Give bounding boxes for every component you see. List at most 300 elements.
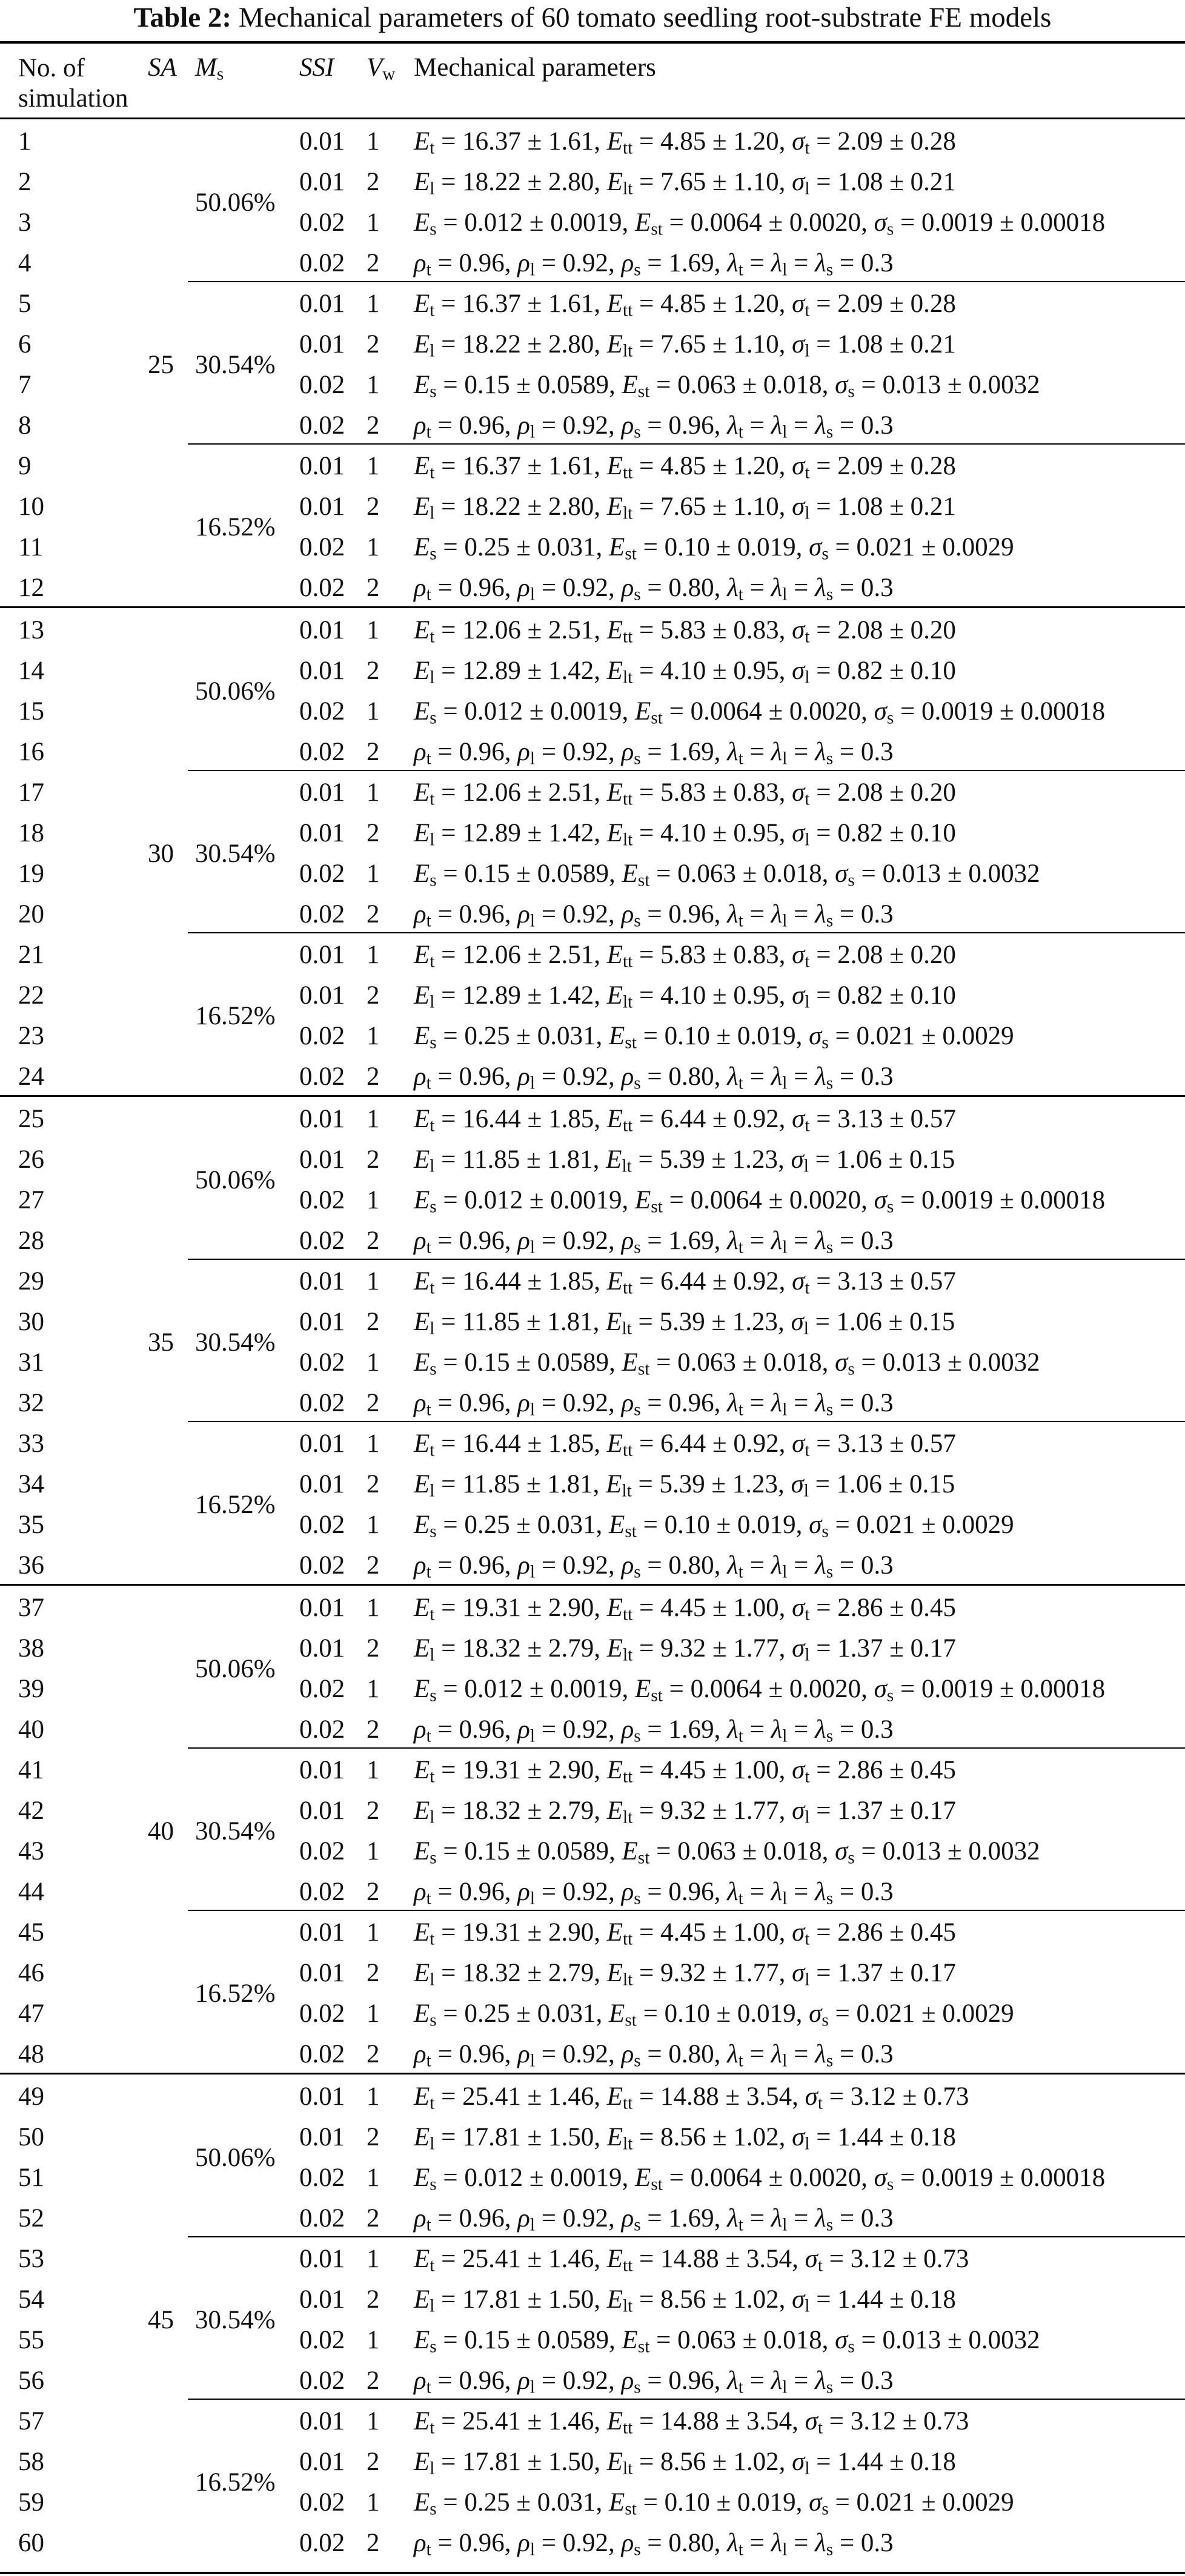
mechanical-parameters: $\rho_t = 0.96$, $\rho_l = 0.92$, $\rho_s = 0.96$, $\lambda_t = \lambda_l = \lambda_s = 0.3$ (414, 2366, 894, 2397)
block-rule (0, 1095, 1185, 1097)
header-ssi: SSI (299, 53, 334, 82)
table-row (0, 411, 1185, 452)
mechanical-parameters: $E_l = 18.32 \pm 2.79$, $E_{lt} = 9.32 \pm 1.77$, $\sigma_l = 1.37 \pm 0.17$ (414, 1796, 956, 1827)
simulation-number: 22 (18, 981, 44, 1010)
vw-value: 1 (367, 208, 380, 237)
mechanical-parameters: $E_l = 17.81 \pm 1.50$, $E_{lt} = 8.56 \pm 1.02$, $\sigma_l = 1.44 \pm 0.18$ (414, 2123, 956, 2154)
simulation-number: 32 (18, 1389, 44, 1417)
ssi-value: 0.01 (299, 981, 345, 1010)
simulation-number: 27 (18, 1186, 44, 1214)
ms-value: 30.54% (195, 1328, 276, 1357)
simulation-number: 39 (18, 1675, 44, 1703)
ssi-value: 0.02 (299, 2040, 345, 2068)
group-rule (188, 932, 1185, 933)
mechanical-parameters: $E_s = 0.012 \pm 0.0019$, $E_{st} = 0.0064 \pm 0.0020$, $\sigma_s = 0.0019 \pm 0.00018$ (414, 697, 1106, 728)
table-row (0, 290, 1185, 330)
ssi-value: 0.01 (299, 2285, 345, 2314)
bottom-rule (0, 2572, 1185, 2574)
vw-value: 2 (367, 1470, 380, 1498)
simulation-number: 43 (18, 1837, 44, 1866)
simulation-number: 21 (18, 941, 44, 969)
simulation-number: 60 (18, 2529, 44, 2557)
mechanical-parameters: $E_t = 19.31 \pm 2.90$, $E_{tt} = 4.45 \pm 1.00$, $\sigma_t = 2.86 \pm 0.45$ (414, 1756, 956, 1787)
ssi-value: 0.02 (299, 411, 345, 440)
mechanical-parameters: $E_s = 0.15 \pm 0.0589$, $E_{st} = 0.063 \pm 0.018$, $\sigma_s = 0.013 \pm 0.0032$ (414, 859, 1040, 890)
table-row (0, 1022, 1185, 1062)
ssi-value: 0.02 (299, 1837, 345, 1866)
vw-value: 2 (367, 1796, 380, 1825)
table-row (0, 2366, 1185, 2407)
table-row (0, 249, 1185, 290)
ssi-value: 0.01 (299, 1145, 345, 1174)
simulation-number: 3 (18, 208, 32, 237)
table-row (0, 1594, 1185, 1634)
table-row (0, 492, 1185, 533)
vw-value: 2 (367, 1145, 380, 1174)
vw-value: 1 (367, 1267, 380, 1296)
simulation-number: 57 (18, 2407, 44, 2435)
vw-value: 1 (367, 2407, 380, 2435)
group-rule (188, 1259, 1185, 1260)
vw-value: 1 (367, 1837, 380, 1866)
vw-value: 1 (367, 1918, 380, 1947)
ssi-value: 0.02 (299, 533, 345, 561)
ssi-value: 0.02 (299, 371, 345, 399)
vw-value: 2 (367, 411, 380, 440)
mechanical-parameters: $\rho_t = 0.96$, $\rho_l = 0.92$, $\rho_s = 0.96$, $\lambda_t = \lambda_l = \lambda_s = 0.3$ (414, 1878, 894, 1909)
table-row (0, 1389, 1185, 1429)
table-row (0, 2407, 1185, 2448)
mechanical-parameters: $E_t = 12.06 \pm 2.51$, $E_{tt} = 5.83 \pm 0.83$, $\sigma_t = 2.08 \pm 0.20$ (414, 616, 956, 647)
vw-value: 1 (367, 1186, 380, 1214)
ssi-value: 0.02 (299, 574, 345, 602)
ssi-value: 0.01 (299, 1105, 345, 1133)
mechanical-parameters: $E_l = 17.81 \pm 1.50$, $E_{lt} = 8.56 \pm 1.02$, $\sigma_l = 1.44 \pm 0.18$ (414, 2448, 956, 2478)
mechanical-parameters: $\rho_t = 0.96$, $\rho_l = 0.92$, $\rho_s = 0.96$, $\lambda_t = \lambda_l = \lambda_s = 0.3$ (414, 900, 894, 931)
group-rule (188, 770, 1185, 771)
simulation-number: 30 (18, 1308, 44, 1336)
ssi-value: 0.01 (299, 2123, 345, 2151)
ssi-value: 0.01 (299, 1634, 345, 1663)
ssi-value: 0.02 (299, 2488, 345, 2517)
ssi-value: 0.01 (299, 2082, 345, 2111)
ssi-value: 0.01 (299, 616, 345, 644)
vw-value: 1 (367, 1999, 380, 2028)
mechanical-parameters: $E_s = 0.012 \pm 0.0019$, $E_{st} = 0.0064 \pm 0.0020$, $\sigma_s = 0.0019 \pm 0.00018$ (414, 208, 1106, 239)
table-row (0, 1959, 1185, 1999)
sa-value: 35 (148, 1328, 174, 1357)
simulation-number: 59 (18, 2488, 44, 2517)
simulation-number: 31 (18, 1348, 44, 1377)
ms-value: 16.52% (195, 1490, 276, 1519)
ssi-value: 0.01 (299, 1918, 345, 1947)
mechanical-parameters: $E_t = 12.06 \pm 2.51$, $E_{tt} = 5.83 \pm 0.83$, $\sigma_t = 2.08 \pm 0.20$ (414, 941, 956, 972)
group-rule (188, 281, 1185, 282)
mechanical-parameters: $E_s = 0.15 \pm 0.0589$, $E_{st} = 0.063 \pm 0.018$, $\sigma_s = 0.013 \pm 0.0032$ (414, 1837, 1040, 1868)
mechanical-parameters: $E_l = 12.89 \pm 1.42$, $E_{lt} = 4.10 \pm 0.95$, $\sigma_l = 0.82 \pm 0.10$ (414, 657, 956, 687)
ssi-value: 0.01 (299, 1267, 345, 1296)
table-row (0, 1756, 1185, 1796)
ssi-value: 0.02 (299, 1999, 345, 2028)
vw-value: 2 (367, 2040, 380, 2068)
table-row (0, 168, 1185, 208)
ssi-value: 0.02 (299, 1389, 345, 1417)
ms-value: 30.54% (195, 839, 276, 868)
vw-value: 1 (367, 1105, 380, 1133)
mechanical-parameters: $E_s = 0.012 \pm 0.0019$, $E_{st} = 0.0064 \pm 0.0020$, $\sigma_s = 0.0019 \pm 0.00018$ (414, 2164, 1106, 2194)
simulation-number: 19 (18, 859, 44, 888)
ssi-value: 0.01 (299, 1959, 345, 1987)
mechanical-parameters: $\rho_t = 0.96$, $\rho_l = 0.92$, $\rho_s = 0.80$, $\lambda_t = \lambda_l = \lambda_s = 0.3$ (414, 574, 894, 604)
vw-value: 2 (367, 2123, 380, 2151)
ssi-value: 0.01 (299, 290, 345, 318)
ms-value: 50.06% (195, 2143, 276, 2172)
mechanical-parameters: $\rho_t = 0.96$, $\rho_l = 0.92$, $\rho_s = 1.69$, $\lambda_t = \lambda_l = \lambda_s = 0.3$ (414, 249, 894, 280)
simulation-number: 18 (18, 819, 44, 847)
vw-value: 1 (367, 2082, 380, 2111)
simulation-number: 2 (18, 168, 32, 196)
vw-value: 2 (367, 492, 380, 521)
table-title (0, 0, 1185, 35)
mechanical-parameters: $E_s = 0.15 \pm 0.0589$, $E_{st} = 0.063 \pm 0.018$, $\sigma_s = 0.013 \pm 0.0032$ (414, 371, 1040, 402)
simulation-number: 36 (18, 1551, 44, 1580)
ssi-value: 0.01 (299, 330, 345, 359)
ms-value: 16.52% (195, 512, 276, 541)
simulation-number: 28 (18, 1227, 44, 1255)
simulation-number: 33 (18, 1429, 44, 1458)
simulation-number: 56 (18, 2366, 44, 2395)
mechanical-parameters: $\rho_t = 0.96$, $\rho_l = 0.92$, $\rho_s = 1.69$, $\lambda_t = \lambda_l = \lambda_s = 0.3$ (414, 738, 894, 769)
mechanical-parameters: $E_t = 25.41 \pm 1.46$, $E_{tt} = 14.88 \pm 3.54$, $\sigma_t = 3.12 \pm 0.73$ (414, 2082, 969, 2113)
simulation-number: 38 (18, 1634, 44, 1663)
vw-value: 1 (367, 1756, 380, 1784)
mechanical-parameters: $E_l = 18.32 \pm 2.79$, $E_{lt} = 9.32 \pm 1.77$, $\sigma_l = 1.37 \pm 0.17$ (414, 1634, 956, 1665)
table-row (0, 616, 1185, 657)
table-row (0, 208, 1185, 249)
simulation-number: 20 (18, 900, 44, 929)
simulation-number: 53 (18, 2245, 44, 2273)
table-row (0, 1837, 1185, 1878)
table-row (0, 2082, 1185, 2123)
vw-value: 1 (367, 859, 380, 888)
ssi-value: 0.02 (299, 249, 345, 277)
mechanical-parameters: $\rho_t = 0.96$, $\rho_l = 0.92$, $\rho_s = 0.96$, $\lambda_t = \lambda_l = \lambda_s = 0.3$ (414, 411, 894, 442)
sa-value: 30 (148, 839, 174, 868)
vw-value: 1 (367, 2326, 380, 2354)
table-label: Table 2: (133, 2, 231, 33)
ssi-value: 0.01 (299, 452, 345, 480)
simulation-number: 7 (18, 371, 32, 399)
simulation-number: 50 (18, 2123, 44, 2151)
mechanical-parameters: $E_t = 16.37 \pm 1.61$, $E_{tt} = 4.85 \pm 1.20$, $\sigma_t = 2.09 \pm 0.28$ (414, 127, 956, 158)
ssi-value: 0.02 (299, 738, 345, 766)
mechanical-parameters: $E_s = 0.25 \pm 0.031$, $E_{st} = 0.10 \pm 0.019$, $\sigma_s = 0.021 \pm 0.0029$ (414, 1022, 1014, 1053)
vw-value: 2 (367, 330, 380, 359)
vw-value: 2 (367, 574, 380, 602)
mechanical-parameters: $E_s = 0.25 \pm 0.031$, $E_{st} = 0.10 \pm 0.019$, $\sigma_s = 0.021 \pm 0.0029$ (414, 2488, 1014, 2519)
table-row (0, 2285, 1185, 2326)
header-no-line-1: No. of (18, 54, 85, 82)
vw-value: 1 (367, 1022, 380, 1050)
mechanical-parameters: $E_l = 18.22 \pm 2.80$, $E_{lt} = 7.65 \pm 1.10$, $\sigma_l = 1.08 \pm 0.21$ (414, 168, 956, 199)
mechanical-parameters: $E_l = 18.22 \pm 2.80$, $E_{lt} = 7.65 \pm 1.10$, $\sigma_l = 1.08 \pm 0.21$ (414, 330, 956, 361)
vw-value: 2 (367, 249, 380, 277)
mechanical-parameters: $E_t = 19.31 \pm 2.90$, $E_{tt} = 4.45 \pm 1.00$, $\sigma_t = 2.86 \pm 0.45$ (414, 1594, 956, 1624)
table-row (0, 1348, 1185, 1389)
ssi-value: 0.02 (299, 1062, 345, 1091)
mechanical-parameters: $E_s = 0.25 \pm 0.031$, $E_{st} = 0.10 \pm 0.019$, $\sigma_s = 0.021 \pm 0.0029$ (414, 1999, 1014, 2030)
vw-value: 1 (367, 2164, 380, 2192)
ms-value: 30.54% (195, 2305, 276, 2334)
ssi-value: 0.01 (299, 657, 345, 685)
table-row (0, 452, 1185, 492)
mechanical-parameters: $E_l = 11.85 \pm 1.81$, $E_{lt} = 5.39 \pm 1.23$, $\sigma_l = 1.06 \pm 0.15$ (414, 1470, 955, 1501)
ssi-value: 0.02 (299, 208, 345, 237)
table-row (0, 1999, 1185, 2040)
block-rule (0, 1584, 1185, 1586)
vw-value: 1 (367, 2488, 380, 2517)
ssi-value: 0.01 (299, 1756, 345, 1784)
mechanical-parameters: $\rho_t = 0.96$, $\rho_l = 0.92$, $\rho_s = 1.69$, $\lambda_t = \lambda_l = \lambda_s = 0.3$ (414, 1715, 894, 1746)
ssi-value: 0.02 (299, 1551, 345, 1580)
ssi-value: 0.02 (299, 1878, 345, 1906)
ms-value: 50.06% (195, 188, 276, 217)
vw-value: 1 (367, 1675, 380, 1703)
mechanical-parameters: $E_t = 19.31 \pm 2.90$, $E_{tt} = 4.45 \pm 1.00$, $\sigma_t = 2.86 \pm 0.45$ (414, 1918, 956, 1949)
ssi-value: 0.02 (299, 1227, 345, 1255)
header-vw: $V_w$ (367, 53, 396, 84)
simulation-number: 23 (18, 1022, 44, 1050)
simulation-number: 51 (18, 2164, 44, 2192)
mechanical-parameters: $E_t = 16.44 \pm 1.85$, $E_{tt} = 6.44 \pm 0.92$, $\sigma_t = 3.13 \pm 0.57$ (414, 1429, 956, 1460)
table-row (0, 1715, 1185, 1756)
simulation-number: 12 (18, 574, 44, 602)
vw-value: 2 (367, 1715, 380, 1744)
simulation-number: 52 (18, 2204, 44, 2233)
vw-value: 2 (367, 1062, 380, 1091)
vw-value: 2 (367, 1308, 380, 1336)
block-rule (0, 2073, 1185, 2074)
table-row (0, 1878, 1185, 1918)
vw-value: 1 (367, 127, 380, 156)
mechanical-parameters: $E_t = 16.37 \pm 1.61$, $E_{tt} = 4.85 \pm 1.20$, $\sigma_t = 2.09 \pm 0.28$ (414, 452, 956, 483)
ssi-value: 0.02 (299, 1675, 345, 1703)
table-row (0, 1429, 1185, 1470)
mechanical-parameters: $\rho_t = 0.96$, $\rho_l = 0.92$, $\rho_s = 0.96$, $\lambda_t = \lambda_l = \lambda_s = 0.3$ (414, 1389, 894, 1420)
vw-value: 2 (367, 1634, 380, 1663)
sa-value: 45 (148, 2305, 174, 2334)
simulation-number: 54 (18, 2285, 44, 2314)
group-rule (188, 2399, 1185, 2400)
vw-value: 1 (367, 371, 380, 399)
ssi-value: 0.02 (299, 1022, 345, 1050)
group-rule (188, 1747, 1185, 1749)
sa-value: 25 (148, 350, 174, 379)
simulation-number: 10 (18, 492, 44, 521)
mechanical-parameters: $E_l = 17.81 \pm 1.50$, $E_{lt} = 8.56 \pm 1.02$, $\sigma_l = 1.44 \pm 0.18$ (414, 2285, 956, 2316)
simulation-number: 29 (18, 1267, 44, 1296)
ssi-value: 0.02 (299, 1715, 345, 1744)
mechanical-parameters: $E_t = 12.06 \pm 2.51$, $E_{tt} = 5.83 \pm 0.83$, $\sigma_t = 2.08 \pm 0.20$ (414, 778, 956, 809)
simulation-number: 14 (18, 657, 44, 685)
ssi-value: 0.02 (299, 1348, 345, 1377)
table-row (0, 697, 1185, 738)
simulation-number: 37 (18, 1594, 44, 1622)
ssi-value: 0.01 (299, 2448, 345, 2476)
ssi-value: 0.01 (299, 127, 345, 156)
vw-value: 2 (367, 1227, 380, 1255)
vw-value: 1 (367, 1594, 380, 1622)
vw-value: 2 (367, 2448, 380, 2476)
ssi-value: 0.02 (299, 2529, 345, 2557)
vw-value: 2 (367, 981, 380, 1010)
simulation-number: 25 (18, 1105, 44, 1133)
table-row (0, 1918, 1185, 1959)
mechanical-parameters: $E_s = 0.15 \pm 0.0589$, $E_{st} = 0.063 \pm 0.018$, $\sigma_s = 0.013 \pm 0.0032$ (414, 2326, 1040, 2357)
table-row (0, 1227, 1185, 1267)
table-row (0, 981, 1185, 1022)
mechanical-parameters: $E_l = 11.85 \pm 1.81$, $E_{lt} = 5.39 \pm 1.23$, $\sigma_l = 1.06 \pm 0.15$ (414, 1308, 955, 1339)
simulation-number: 34 (18, 1470, 44, 1498)
table-row (0, 2245, 1185, 2285)
table-row (0, 1105, 1185, 1145)
mechanical-parameters: $E_l = 12.89 \pm 1.42$, $E_{lt} = 4.10 \pm 0.95$, $\sigma_l = 0.82 \pm 0.10$ (414, 981, 956, 1012)
vw-value: 2 (367, 738, 380, 766)
ssi-value: 0.02 (299, 2164, 345, 2192)
ssi-value: 0.01 (299, 168, 345, 196)
simulation-number: 45 (18, 1918, 44, 1947)
table-row (0, 330, 1185, 371)
simulation-number: 46 (18, 1959, 44, 1987)
table-row (0, 738, 1185, 778)
table-row (0, 2123, 1185, 2164)
table-row (0, 371, 1185, 411)
sa-value: 40 (148, 1816, 174, 1846)
simulation-number: 1 (18, 127, 32, 156)
mechanical-parameters: $E_t = 16.44 \pm 1.85$, $E_{tt} = 6.44 \pm 0.92$, $\sigma_t = 3.13 \pm 0.57$ (414, 1105, 956, 1136)
mechanical-parameters: $E_l = 18.32 \pm 2.79$, $E_{lt} = 9.32 \pm 1.77$, $\sigma_l = 1.37 \pm 0.17$ (414, 1959, 956, 1990)
vw-value: 2 (367, 1551, 380, 1580)
table-row (0, 778, 1185, 819)
group-rule (188, 1421, 1185, 1422)
mechanical-parameters: $E_s = 0.012 \pm 0.0019$, $E_{st} = 0.0064 \pm 0.0020$, $\sigma_s = 0.0019 \pm 0.00018$ (414, 1675, 1106, 1706)
simulation-number: 15 (18, 697, 44, 726)
table-row (0, 1634, 1185, 1675)
table-row (0, 1267, 1185, 1308)
header-sa: SA (148, 53, 177, 82)
vw-value: 2 (367, 168, 380, 196)
header-no-simulation (18, 53, 128, 114)
vw-value: 2 (367, 2285, 380, 2314)
table-row (0, 2488, 1185, 2529)
simulation-number: 24 (18, 1062, 44, 1091)
ssi-value: 0.01 (299, 1594, 345, 1622)
ssi-value: 0.02 (299, 2204, 345, 2233)
group-rule (188, 1910, 1185, 1911)
ms-value: 50.06% (195, 677, 276, 706)
table-row (0, 819, 1185, 859)
table-row (0, 1511, 1185, 1551)
mechanical-parameters: $\rho_t = 0.96$, $\rho_l = 0.92$, $\rho_s = 0.80$, $\lambda_t = \lambda_l = \lambda_s = 0.3$ (414, 2040, 894, 2071)
vw-value: 1 (367, 2245, 380, 2273)
vw-value: 1 (367, 778, 380, 807)
simulation-number: 35 (18, 1511, 44, 1539)
simulation-number: 48 (18, 2040, 44, 2068)
table-row (0, 859, 1185, 900)
header-rule (0, 118, 1185, 119)
table-row (0, 533, 1185, 574)
simulation-number: 49 (18, 2082, 44, 2111)
table-row (0, 2326, 1185, 2366)
table-row (0, 657, 1185, 697)
mechanical-parameters: $\rho_t = 0.96$, $\rho_l = 0.92$, $\rho_s = 1.69$, $\lambda_t = \lambda_l = \lambda_s = 0.3$ (414, 1227, 894, 1257)
vw-value: 1 (367, 616, 380, 644)
ms-value: 50.06% (195, 1165, 276, 1194)
header-no-line-2: simulation (18, 84, 128, 113)
mechanical-parameters: $\rho_t = 0.96$, $\rho_l = 0.92$, $\rho_s = 0.80$, $\lambda_t = \lambda_l = \lambda_s = 0.3$ (414, 2529, 894, 2560)
simulation-number: 4 (18, 249, 32, 277)
ssi-value: 0.02 (299, 697, 345, 726)
block-rule (0, 606, 1185, 608)
simulation-number: 8 (18, 411, 32, 440)
simulation-number: 13 (18, 616, 44, 644)
simulation-number: 40 (18, 1715, 44, 1744)
table-row (0, 2164, 1185, 2204)
table-row (0, 900, 1185, 941)
ssi-value: 0.01 (299, 1796, 345, 1825)
mechanical-parameters: $E_t = 25.41 \pm 1.46$, $E_{tt} = 14.88 \pm 3.54$, $\sigma_t = 3.12 \pm 0.73$ (414, 2407, 969, 2438)
mechanical-parameters: $\rho_t = 0.96$, $\rho_l = 0.92$, $\rho_s = 1.69$, $\lambda_t = \lambda_l = \lambda_s = 0.3$ (414, 2204, 894, 2235)
mechanical-parameters: $E_s = 0.012 \pm 0.0019$, $E_{st} = 0.0064 \pm 0.0020$, $\sigma_s = 0.0019 \pm 0.00018$ (414, 1186, 1106, 1217)
vw-value: 2 (367, 2529, 380, 2557)
simulation-number: 9 (18, 452, 32, 480)
mechanical-parameters: $\rho_t = 0.96$, $\rho_l = 0.92$, $\rho_s = 0.80$, $\lambda_t = \lambda_l = \lambda_s = 0.3$ (414, 1551, 894, 1582)
mechanical-parameters: $E_t = 25.41 \pm 1.46$, $E_{tt} = 14.88 \pm 3.54$, $\sigma_t = 3.12 \pm 0.73$ (414, 2245, 969, 2276)
vw-value: 1 (367, 941, 380, 969)
simulation-number: 44 (18, 1878, 44, 1906)
ssi-value: 0.01 (299, 492, 345, 521)
vw-value: 1 (367, 452, 380, 480)
simulation-number: 11 (18, 533, 44, 561)
simulation-number: 41 (18, 1756, 44, 1784)
ssi-value: 0.01 (299, 819, 345, 847)
top-rule (0, 41, 1185, 44)
vw-value: 2 (367, 1959, 380, 1987)
ssi-value: 0.02 (299, 1511, 345, 1539)
ssi-value: 0.01 (299, 2245, 345, 2273)
table-row (0, 2204, 1185, 2245)
table-row (0, 1145, 1185, 1186)
vw-value: 1 (367, 1429, 380, 1458)
table-row (0, 2448, 1185, 2488)
mechanical-parameters: $E_l = 18.22 \pm 2.80$, $E_{lt} = 7.65 \pm 1.10$, $\sigma_l = 1.08 \pm 0.21$ (414, 492, 956, 523)
mechanical-parameters: $E_t = 16.37 \pm 1.61$, $E_{tt} = 4.85 \pm 1.20$, $\sigma_t = 2.09 \pm 0.28$ (414, 290, 956, 320)
vw-value: 1 (367, 697, 380, 726)
ms-value: 50.06% (195, 1654, 276, 1683)
vw-value: 2 (367, 819, 380, 847)
ssi-value: 0.02 (299, 2366, 345, 2395)
table-row (0, 2529, 1185, 2569)
vw-value: 2 (367, 1389, 380, 1417)
ssi-value: 0.01 (299, 1429, 345, 1458)
vw-value: 1 (367, 1348, 380, 1377)
ssi-value: 0.01 (299, 778, 345, 807)
table-row (0, 1470, 1185, 1511)
ms-value: 16.52% (195, 1001, 276, 1030)
ssi-value: 0.01 (299, 941, 345, 969)
simulation-number: 55 (18, 2326, 44, 2354)
mechanical-parameters: $E_l = 11.85 \pm 1.81$, $E_{lt} = 5.39 \pm 1.23$, $\sigma_l = 1.06 \pm 0.15$ (414, 1145, 955, 1176)
